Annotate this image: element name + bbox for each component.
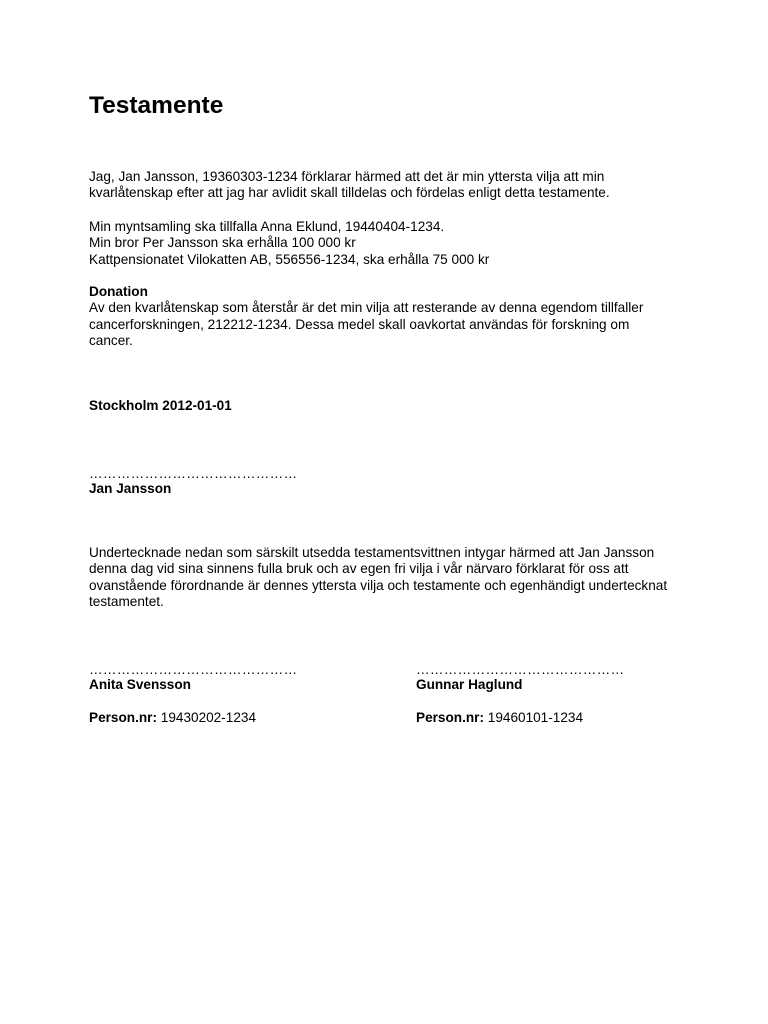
donation-line: cancerforskningen, 212212-1234. Dessa medel skall oavkortat användas för forskning om: [89, 316, 630, 332]
witness-attestation: [89, 545, 667, 611]
witness-1-personnummer: [89, 710, 256, 726]
place-date: Stockholm 2012-01-01: [89, 398, 232, 413]
bequest-line: Kattpensionatet Vilokatten AB, 556556-1234, ska erhålla 75 000 kr: [89, 251, 490, 267]
document-title: Testamente: [89, 92, 224, 119]
intro-paragraph: [89, 169, 610, 202]
witness-2-signature-line: ………………………………………: [416, 662, 625, 677]
donation-line: Av den kvarlåtenskap som återstår är det min vilja att resterande av denna egendom tillfaller: [89, 300, 644, 316]
witness-line: testamentet.: [89, 594, 164, 610]
bequests-paragraph: [89, 219, 489, 268]
donation-section: [89, 284, 643, 350]
witness-2-name: Gunnar Haglund: [416, 677, 523, 692]
testator-signature-line: ………………………………………: [89, 466, 298, 481]
intro-line: Jag, Jan Jansson, 19360303-1234 förklarar härmed att det är min yttersta vilja att min: [89, 169, 605, 184]
bequest-line: Min myntsamling ska tillfalla Anna Eklund, 19440404-1234.: [89, 219, 445, 234]
donation-line: cancer.: [89, 333, 133, 349]
testator-name: Jan Jansson: [89, 481, 172, 496]
witness-line: Undertecknade nedan som särskilt utsedda testamentsvittnen intygar härmed att Jan Jansson: [89, 545, 655, 560]
witness-line: denna dag vid sina sinnens fulla bruk och av egen fri vilja i vår närvaro förklarat för oss att: [89, 561, 629, 577]
donation-heading: Donation: [89, 284, 148, 299]
pnr-value: 19430202-1234: [160, 710, 257, 725]
witness-1-signature-line: ………………………………………: [89, 662, 298, 677]
witness-1-name: Anita Svensson: [89, 677, 191, 692]
bequest-line: Min bror Per Jansson ska erhålla 100 000 kr: [89, 235, 356, 251]
witness-2-personnummer: [416, 710, 583, 726]
pnr-value: 19460101-1234: [487, 710, 584, 725]
intro-line: kvarlåtenskap efter att jag har avlidit skall tilldelas och fördelas enligt detta testamente.: [89, 185, 610, 201]
pnr-label: Person.nr:: [89, 710, 157, 725]
witness-line: ovanstående förordnande är dennes yttersta vilja och testamente och egenhändigt undertecknat: [89, 577, 668, 593]
pnr-label: Person.nr:: [416, 710, 484, 725]
